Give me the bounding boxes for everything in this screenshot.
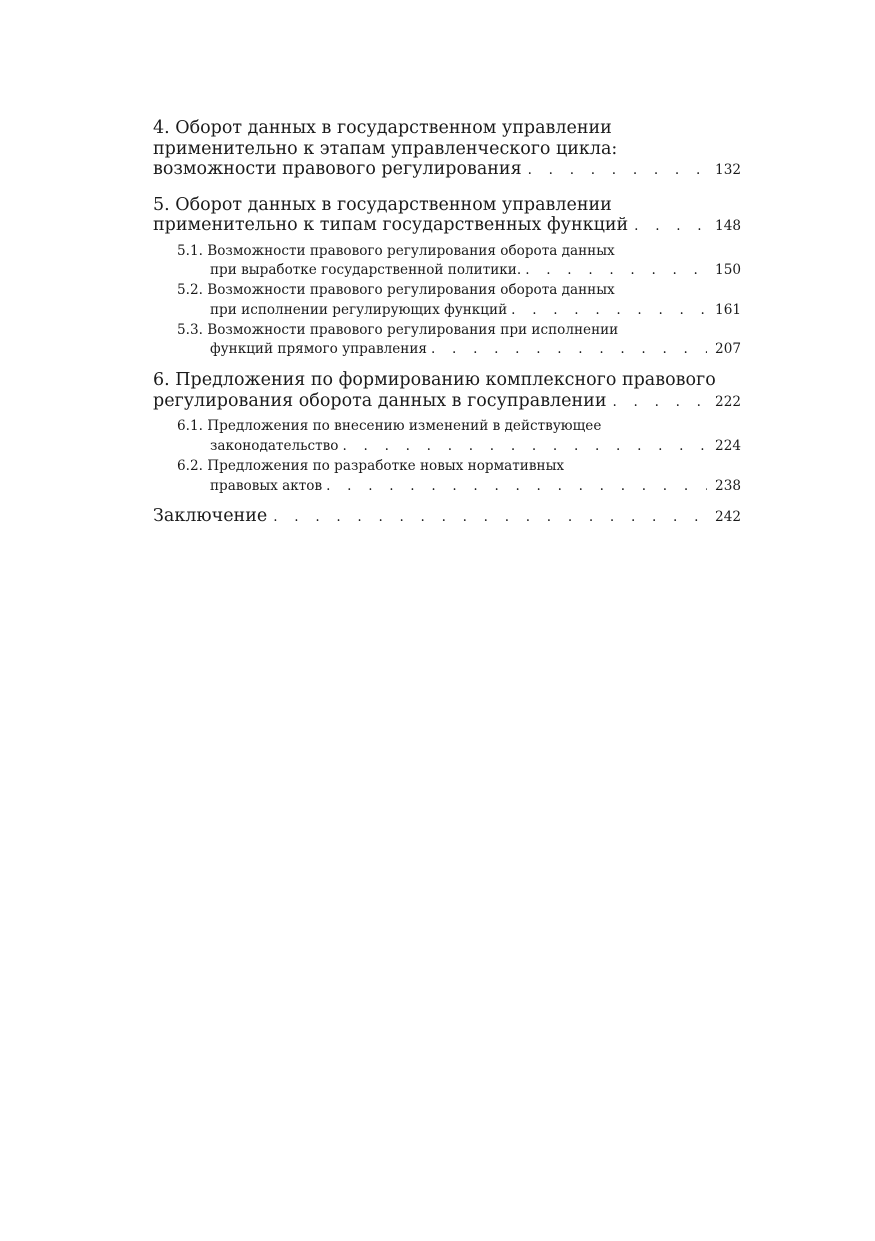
toc-entry-title-line: функций прямого управления (210, 341, 427, 358)
dot-leader (511, 301, 707, 321)
toc-entry-conclusion[interactable] (153, 506, 741, 528)
toc-entry-title-line: 5.2. Возможности правового регулирования оборота данных (177, 282, 615, 299)
dot-leader (273, 507, 707, 528)
toc-entry-section-5-1[interactable] (153, 242, 741, 282)
page-number: 148 (715, 218, 741, 234)
dot-leader (525, 261, 707, 281)
dot-leader (343, 437, 708, 457)
toc-entry-section-5-3[interactable] (153, 321, 741, 361)
toc-entry-section-6-2[interactable] (153, 457, 741, 497)
page-number: 224 (715, 438, 741, 455)
toc-entry-title-line: законодательство (210, 438, 339, 455)
toc-entry-chapter-5[interactable] (153, 195, 741, 237)
toc-entry-title-line: 5. Оборот данных в государственном управлении (153, 194, 612, 215)
toc-entry-title-line: при выработке государственной политики. (210, 262, 522, 279)
toc-entry-section-5-2[interactable] (153, 281, 741, 321)
toc-entry-title-line: возможности правового регулирования (153, 159, 522, 179)
page-number: 242 (715, 509, 741, 526)
page-number: 132 (715, 162, 741, 178)
toc-entry-title-line: 5.3. Возможности правового регулирования при исполнении (177, 321, 619, 338)
page-number: 207 (715, 341, 741, 358)
toc-entry-title-line: 6. Предложения по формированию комплексного правового (153, 370, 716, 391)
page-number: 222 (715, 393, 741, 410)
toc-entry-title-line: 5.1. Возможности правового регулирования оборота данных (177, 242, 615, 259)
toc-entry-title-line: 6.2. Предложения по разработке новых нормативных (177, 457, 565, 474)
dot-leader (326, 477, 707, 497)
table-of-contents (153, 118, 741, 528)
toc-entry-title-line: регулирования оборота данных в госуправлении (153, 390, 607, 411)
toc-entry-title-line: применительно к типам государственных функций (153, 215, 629, 235)
toc-entry-title-line: 4. Оборот данных в государственном управлении (153, 118, 612, 138)
page-number: 150 (715, 262, 741, 279)
toc-entry-title-line: Заключение (153, 506, 268, 527)
toc-entry-section-6-1[interactable] (153, 417, 741, 457)
toc-entry-title-line: применительно к этапам управленческого цикла: (153, 138, 618, 159)
page-number: 238 (715, 477, 741, 494)
dot-leader (431, 340, 707, 360)
toc-entry-title-line: правовых актов (210, 477, 323, 494)
page-number: 161 (715, 301, 741, 318)
toc-entry-chapter-4[interactable] (153, 118, 741, 181)
dot-leader (634, 216, 707, 237)
dot-leader (613, 392, 707, 413)
toc-entry-title-line: 6.1. Предложения по внесению изменений в действующее (177, 418, 602, 435)
toc-entry-title-line: при исполнении регулирующих функций (210, 301, 508, 318)
toc-entry-chapter-6[interactable] (153, 370, 741, 412)
dot-leader (528, 160, 707, 181)
